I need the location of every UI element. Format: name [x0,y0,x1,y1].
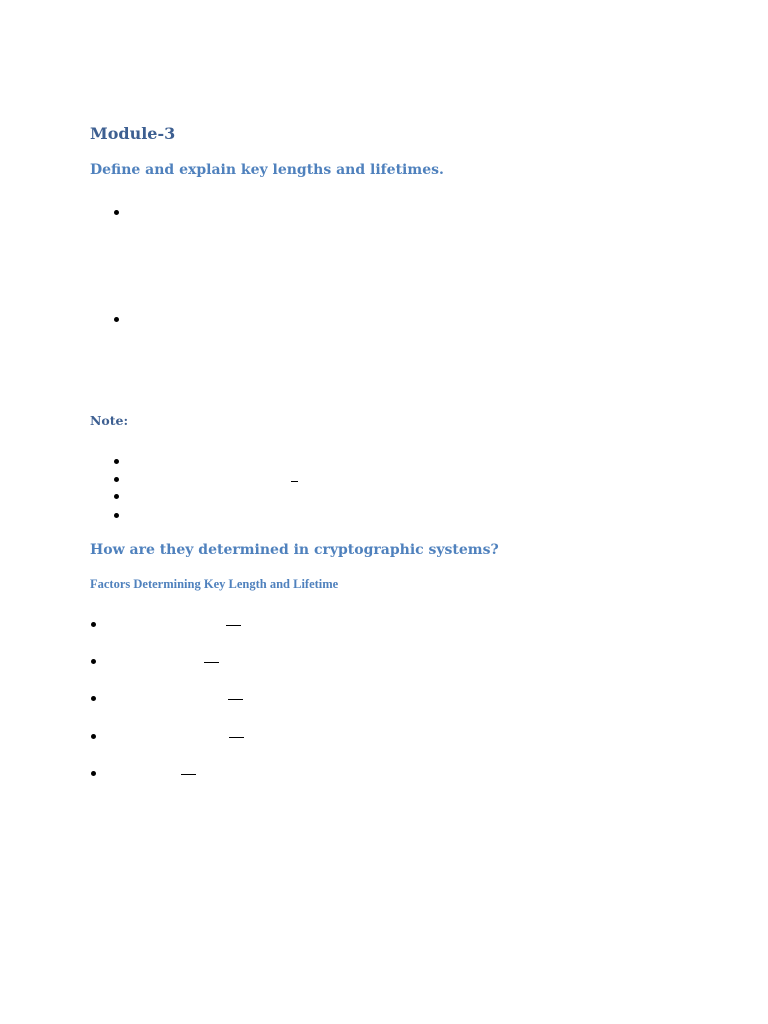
list-bullet [91,696,96,701]
dash-mark [204,662,219,663]
dash-mark [226,625,241,626]
dash-mark [228,699,243,700]
list-bullet [91,659,96,664]
list-bullet [91,734,96,739]
note-heading: Note: [90,413,129,428]
list-bullet [114,210,119,215]
list-bullet [114,513,119,518]
question-heading-determination: How are they determined in cryptographic systems? [90,542,499,558]
dash-mark [229,737,244,738]
list-bullet [114,477,119,482]
list-bullet [91,771,96,776]
list-bullet [114,317,119,322]
dash-mark [181,774,196,775]
list-bullet [114,459,119,464]
dash-mark [291,481,298,482]
list-bullet [114,494,119,499]
module-title: Module-3 [90,124,176,143]
factors-subheading: Factors Determining Key Length and Lifetime [90,577,339,591]
question-heading-key-lengths: Define and explain key lengths and lifetimes. [90,162,444,178]
list-bullet [91,622,96,627]
